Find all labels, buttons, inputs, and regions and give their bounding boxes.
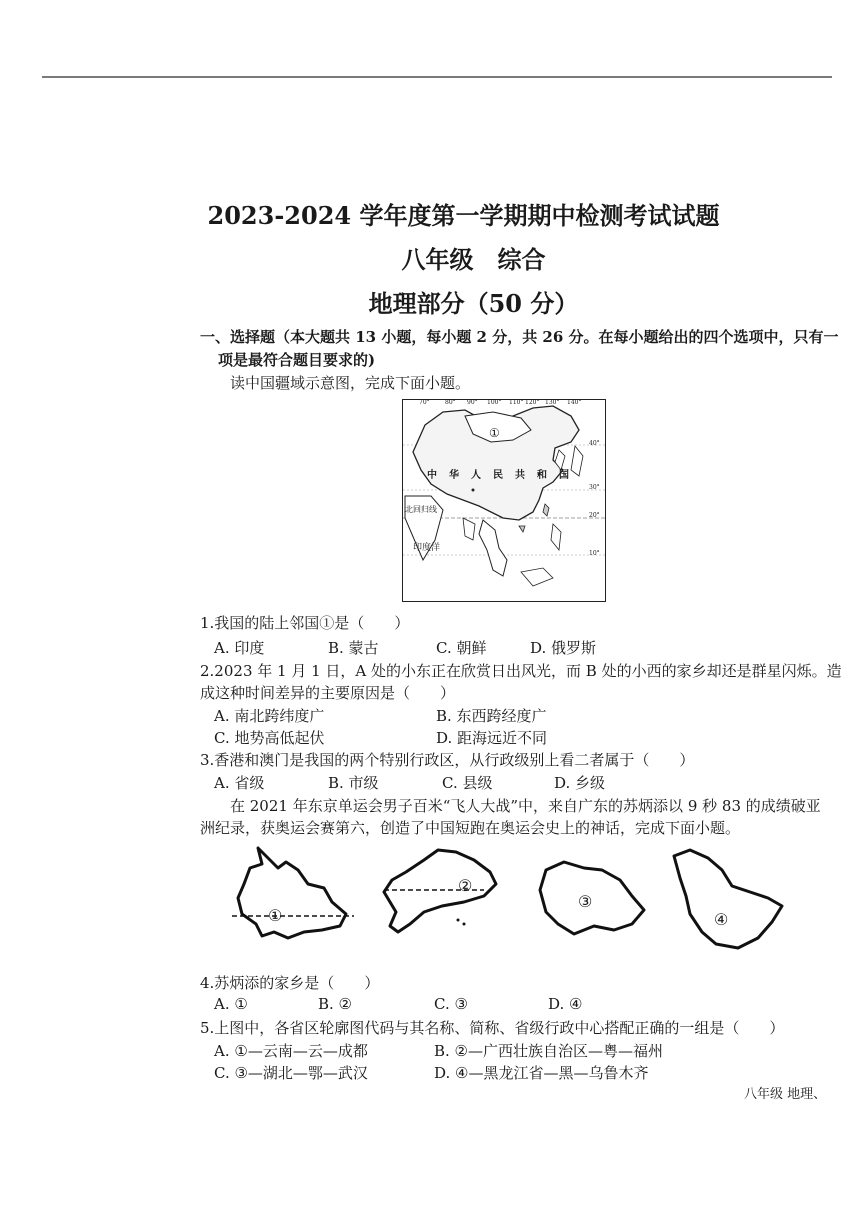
section-title: 地理部分（50 分）	[368, 289, 579, 318]
map-lon-80: 80°	[445, 399, 456, 406]
province-label-1: ①	[268, 906, 283, 925]
q5-option-a: A. ①—云南—云—成都	[214, 1042, 368, 1060]
q2-option-c: C. 地势高低起伏	[214, 729, 325, 747]
q2-stem-line2: 成这种时间差异的主要原因是（ ）	[200, 684, 456, 702]
map-lat-10: 10°	[589, 550, 600, 557]
map-circle-label: ①	[489, 426, 500, 440]
q3-option-c: C. 县级	[442, 774, 493, 792]
map-lon-120: 120°	[525, 399, 540, 406]
map-lon-110: 110°	[509, 399, 524, 406]
q1-option-d: D. 俄罗斯	[530, 639, 597, 657]
q2-option-a: A. 南北跨纬度广	[214, 707, 325, 725]
province-label-3: ③	[578, 892, 593, 911]
q3-option-b: B. 市级	[328, 774, 379, 792]
q4-option-d: D. ④	[548, 995, 583, 1013]
q3-option-d: D. 乡级	[554, 774, 606, 792]
province-label-4: ④	[714, 910, 729, 929]
china-map-drawing	[403, 400, 605, 601]
q2-stem-line1: 2.2023 年 1 月 1 日，A 处的小东正在欣赏日出风光，而 B 处的小西的家乡却还是群星闪烁。造	[200, 662, 842, 680]
q1-stem: 1.我国的陆上邻国①是（ ）	[200, 614, 410, 632]
map-lat-30: 30°	[589, 484, 600, 491]
q3-stem: 3.香港和澳门是我国的两个特别行政区，从行政级别上看二者属于（ ）	[200, 751, 695, 769]
china-territory-map	[402, 399, 606, 602]
q4-option-c: C. ③	[434, 995, 468, 1013]
q3-option-a: A. 省级	[214, 774, 265, 792]
part1-heading-line2: 项是最符合题目要求的)	[218, 351, 376, 369]
province-outlines	[228, 840, 808, 950]
map-ocean-label: 印度洋	[413, 543, 441, 553]
q5-option-b: B. ②—广西壮族自治区—粤—福州	[434, 1042, 664, 1060]
map-lon-140: 140°	[567, 399, 582, 406]
province-1-outline	[238, 848, 346, 938]
map-country-label: 中 华 人 民 共 和 国	[427, 470, 570, 481]
map-lon-90: 90°	[467, 399, 478, 406]
page-footer: 八年级 地理、	[744, 1087, 827, 1102]
province-2-outline	[384, 850, 496, 932]
q5-stem: 5.上图中，各省区轮廓图代码与其名称、简称、省级行政中心搭配正确的一组是（ ）	[200, 1019, 785, 1037]
province-label-2: ②	[458, 876, 473, 895]
map-tropic-label: 北回归线	[405, 505, 437, 514]
map-lon-100: 100°	[487, 399, 502, 406]
q5-option-c: C. ③—湖北—鄂—武汉	[214, 1064, 368, 1082]
map-lon-70: 70°	[419, 399, 430, 406]
q4-stem: 4.苏炳添的家乡是（ ）	[200, 974, 380, 992]
passage-line1: 在 2021 年东京单运会男子百米“飞人大战”中，来自广东的苏炳添以 9 秒 83 的成绩破亚	[230, 797, 821, 815]
top-rule	[42, 76, 832, 78]
q4-option-b: B. ②	[318, 995, 353, 1013]
exam-title: 2023-2024 学年度第一学期期中检测考试试题	[207, 201, 720, 230]
q5-option-d: D. ④—黑龙江省—黑—乌鲁木齐	[434, 1064, 649, 1082]
map-lat-40: 40°	[589, 440, 600, 447]
grade-subject: 八年级 综合	[401, 245, 546, 274]
part1-heading-line1: 一、选择题（本大题共 13 小题，每小题 2 分，共 26 分。在每小题给出的四个选项中，只有一	[200, 328, 839, 346]
passage-line2: 洲纪录，获奥运会赛第六，创造了中国短跑在奥运会史上的神话，完成下面小题。	[200, 819, 741, 837]
q2-option-b: B. 东西跨经度广	[436, 707, 547, 725]
part1-intro: 读中国疆域示意图，完成下面小题。	[230, 374, 471, 392]
q1-option-a: A. 印度	[214, 639, 265, 657]
province-4-outline	[674, 850, 782, 948]
map-lon-130: 130°	[545, 399, 560, 406]
q4-option-a: A. ①	[214, 995, 248, 1013]
map-lat-20: 20°	[589, 512, 600, 519]
q2-option-d: D. 距海远近不同	[436, 729, 548, 747]
q1-option-c: C. 朝鲜	[436, 639, 487, 657]
province-outlines-drawing	[228, 840, 808, 950]
q1-option-b: B. 蒙古	[328, 639, 379, 657]
